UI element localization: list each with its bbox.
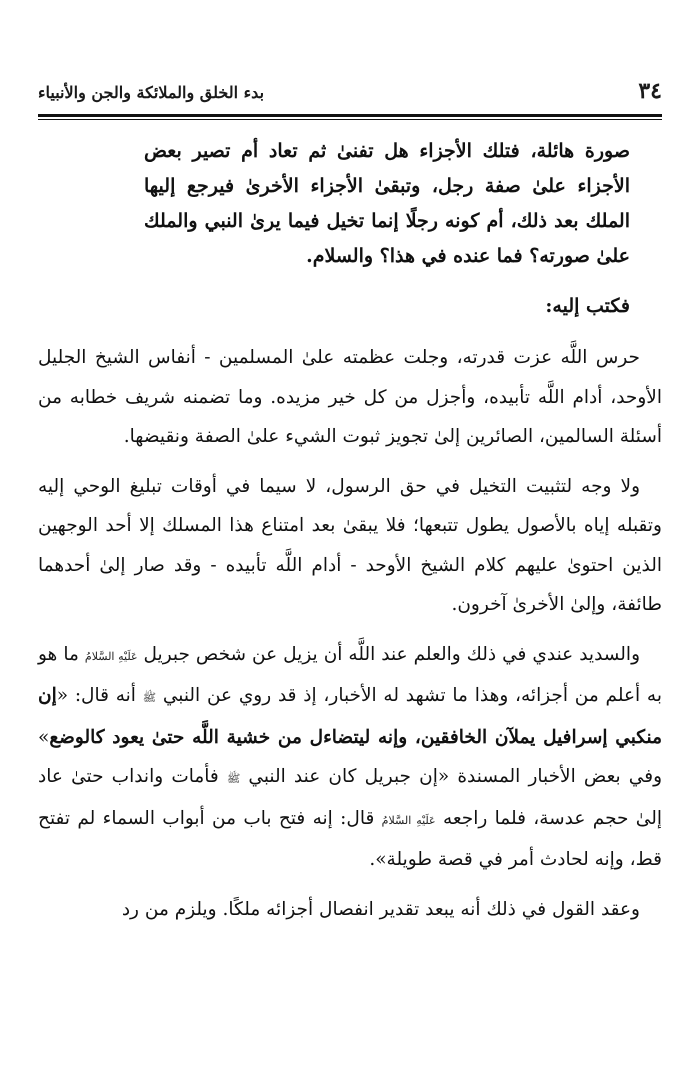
hadith-quote: إن منكبي إسرافيل يملآن الخافقين، وإنه ليتضاءل من خشية اللَّه حتىٰ يعود كالوضع: [38, 685, 662, 748]
page-number: ٣٤: [638, 78, 662, 104]
question-text: صورة هائلة، فتلك الأجزاء هل تفنىٰ ثم تعاد أم تصير بعض الأجزاء علىٰ صفة رجل، وتبقىٰ الأجزاء الأخرىٰ فيرجع إليها الملك بعد ذلك، أم كونه رجلًا إنما تخيل فيما يرىٰ النبي والملك علىٰ صورته؟ فما عنده في هذا؟ والسلام.: [144, 140, 630, 267]
salutation-glyph: ﷺ: [142, 691, 157, 704]
paragraph-3: [38, 635, 662, 880]
paragraph-3-part-f: قال: إنه فتح باب من أبواب السماء لم تفتح قط، وإنه لحادث أمر في قصة طويلة».: [38, 807, 662, 870]
running-title: بدء الخلق والملائكة والجن والأنبياء: [38, 83, 265, 102]
paragraph-1: حرس اللَّه عزت قدرته، وجلت عظمته علىٰ المسلمين - أنفاس الشيخ الجليل الأوحد، أدام اللَّه تأبيده، وأجزل من كل خير مزيده. وما تضمنه شريف خطابه من أسئلة السالمين، الصائرين إلىٰ تجويز ثبوت الشيء علىٰ الصفة ونقيضها.: [38, 347, 662, 447]
paragraph-3-part-e: فأمات وانداب حتىٰ عاد إلىٰ حجم عدسة، فلما راجعه: [38, 766, 662, 829]
page-header: [38, 78, 662, 112]
paragraph-3-part-c: أنه قال: «: [56, 685, 136, 706]
paragraph-2: ولا وجه لتثبيت التخيل في حق الرسول، لا سيما في أوقات تبليغ الوحي إليه وتقبله إياه بالأصول يطول تتبعها؛ فلا يبقىٰ بعد امتناع هذا المسلك إلا أحد الوجهين الذين احتوىٰ عليهم كلام الشيخ الأوحد - أدام اللَّه تأبيده - وقد صار إلىٰ أحدهما طائفة، وإلىٰ الأخرىٰ آخرون.: [38, 475, 662, 615]
answer-heading: فكتب إليه:: [545, 295, 630, 317]
header-rule-thin: [38, 119, 662, 120]
salutation-glyph: عَلَيْهِ السَّلامُ: [381, 813, 436, 827]
paragraph-3-part-a: والسديد عندي في ذلك والعلم عند اللَّه أن يزيل عن شخص جبريل: [143, 643, 641, 665]
header-rule-thick: [38, 114, 662, 117]
paragraph-4: وعقد القول في ذلك أنه يبعد تقدير انفصال أجزائه ملكًا. ويلزم من رد: [121, 898, 640, 920]
paragraph-3-part-b: ما هو به أعلم من أجزائه، وهذا ما تشهد له الأخبار، إذ قد روي عن النبي: [38, 643, 662, 706]
book-page: [38, 78, 662, 929]
salutation-glyph: عَلَيْهِ السَّلامُ: [84, 649, 138, 663]
salutation-glyph: ﷺ: [226, 772, 241, 785]
paragraph-3-part-d: » وفي بعض الأخبار المسندة «إن جبريل كان عند النبي: [38, 726, 663, 787]
